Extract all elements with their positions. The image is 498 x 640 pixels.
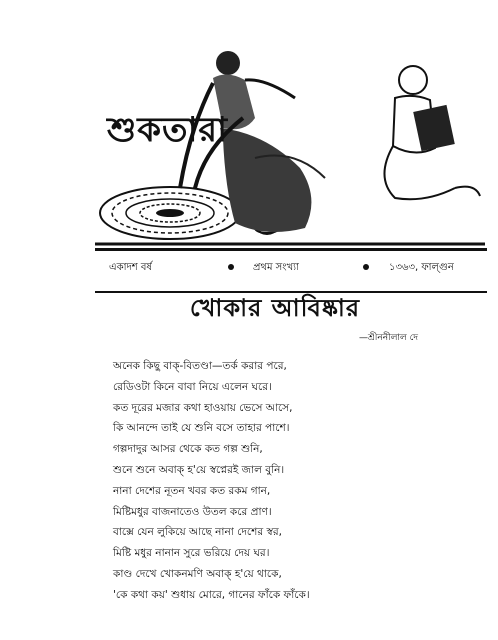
poem-line: গল্পদাদুর আসর থেকে কত গল্প শুনি, (113, 443, 263, 456)
poem-body (113, 356, 493, 606)
poem-line: কত দূরের মজার কথা হাওয়ায় ভেসে আসে, (113, 401, 293, 414)
poem-line: শুনে শুনে অবাক্ হ'য়ে স্বপ্নেরই জাল বুনি। (113, 463, 285, 476)
separator-dot (228, 264, 234, 270)
poem-line: কি আনন্দে তাই যে শুনি বসে তাহার পাশে। (113, 422, 290, 435)
issue-date: ১৩৬৩, ফাল্গুন (389, 262, 454, 273)
poem-line: রেডিওটা কিনে বাবা নিয়ে এলেন ঘরে। (113, 380, 272, 393)
poem-line: বাক্সে যেন লুকিয়ে আছে নানা দেশের স্বর, (113, 526, 282, 539)
issue-number: প্রথম সংখ্যা (253, 262, 299, 273)
poem-line: মিষ্টিমধুর বাজনাতেও উতল করে প্রাণ। (113, 505, 272, 518)
poem-line: নানা দেশের নূতন খবর কত রকম গান, (113, 484, 271, 497)
poem-author: —শ্রীননীলাল দে (359, 333, 418, 343)
issue-strip (95, 248, 487, 293)
separator-dot (363, 264, 369, 270)
poem-line: অনেক কিছু বাক্-বিতণ্ডা—তর্ক করার পরে, (113, 360, 287, 372)
masthead (95, 38, 485, 248)
poem-line: 'কে কথা কয়' শুধায় মোরে, গানের ফাঁকে ফাঁকে। (113, 588, 310, 601)
magazine-title: শুকতারা (107, 110, 228, 150)
alpana-pattern (100, 187, 240, 239)
issue-year: একাদশ বর্ষ (109, 262, 152, 273)
poem-title: খোকার আবিষ্কার (189, 293, 361, 322)
poem-line: মিষ্টি মধুর নানান সুরে ভরিয়ে দেয় ঘর। (113, 547, 270, 560)
child-figure (384, 66, 480, 199)
poem-line: কাণ্ড দেখে খোকনমণি অবাক্ হ'য়ে থাকে, (113, 567, 282, 580)
